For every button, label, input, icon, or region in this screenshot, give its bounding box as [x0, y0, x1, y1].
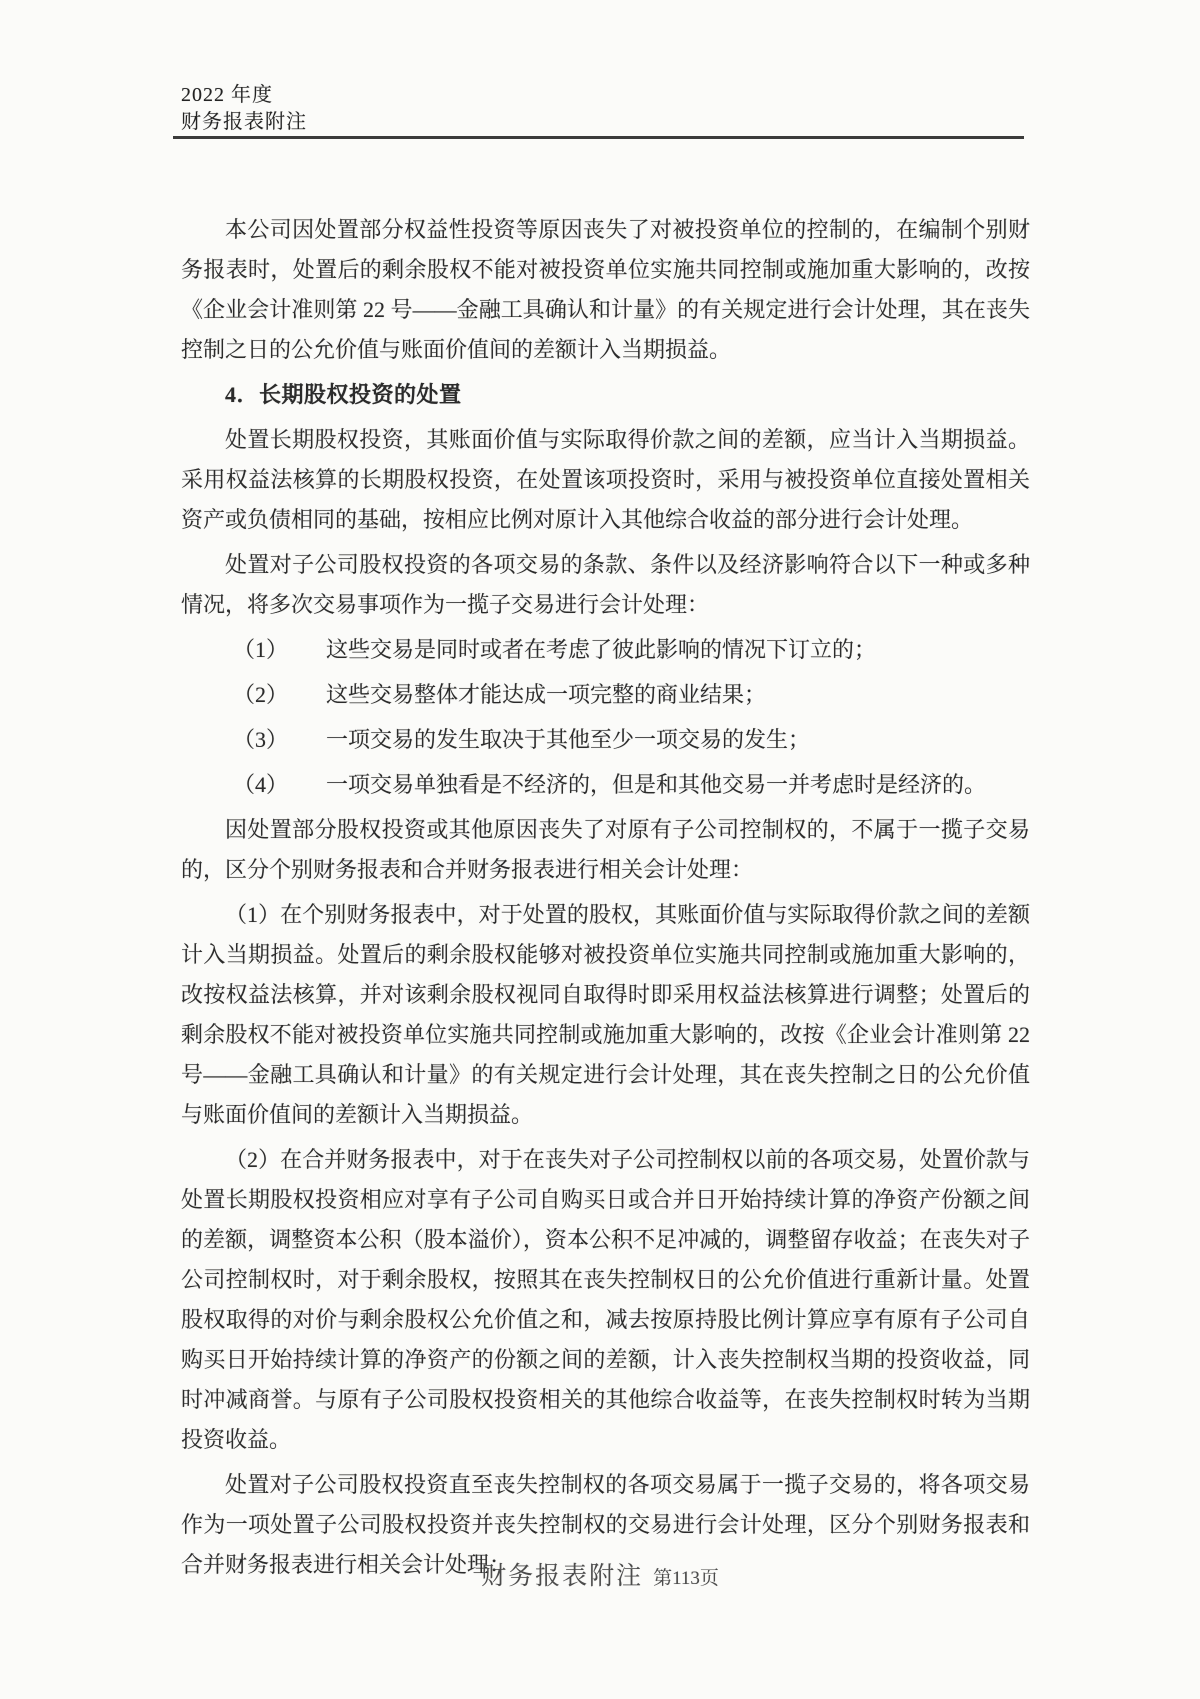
list-item: [181, 630, 1030, 670]
list-item: [181, 675, 1030, 715]
list-item: [181, 765, 1030, 805]
page-footer: [0, 1556, 1200, 1592]
section-heading: 4．长期股权投资的处置: [225, 382, 462, 407]
list-item-number: （1）: [233, 637, 289, 662]
list-item-text: 这些交易是同时或者在考虑了彼此影响的情况下订立的；: [326, 637, 877, 662]
list-item-number: （4）: [233, 772, 289, 797]
list-item-text: 这些交易整体才能达成一项完整的商业结果；: [326, 682, 767, 707]
body-paragraph: 本公司因处置部分权益性投资等原因丧失了对被投资单位的控制的，在编制个别财务报表时，处置后的剩余股权不能对被投资单位实施共同控制或施加重大影响的，改按《企业会计准则第 22 号——金融工具确认和计量》的有关规定进行会计处理，其在丧失控制之日的公允价值与账面价值间的差额计入当期损益。: [181, 217, 1030, 362]
list-item-text: 一项交易的发生取决于其他至少一项交易的发生；: [326, 727, 811, 752]
list-item-number: （3）: [233, 727, 289, 752]
body-paragraph: （1）在个别财务报表中，对于处置的股权，其账面价值与实际取得价款之间的差额计入当期损益。处置后的剩余股权能够对被投资单位实施共同控制或施加重大影响的，改按权益法核算，并对该剩余股权视同自取得时即采用权益法核算进行调整；处置后的剩余股权不能对被投资单位实施共同控制或施加重大影响的，改按《企业会计准则第 22 号——金融工具确认和计量》的有关规定进行会计处理，其在丧失控制之日的公允价值与账面价值间的差额计入当期损益。: [181, 902, 1030, 1127]
list-item-number: （2）: [233, 682, 289, 707]
body-paragraph: （2）在合并财务报表中，对于在丧失对子公司控制权以前的各项交易，处置价款与处置长期股权投资相应对享有子公司自购买日或合并日开始持续计算的净资产份额之间的差额，调整资本公积（股本溢价），资本公积不足冲减的，调整留存收益；在丧失对子公司控制权时，对于剩余股权，按照其在丧失控制权日的公允价值进行重新计量。处置股权取得的对价与剩余股权公允价值之和，减去按原持股比例计算应享有原有子公司自购买日开始持续计算的净资产的份额之间的差额，计入丧失控制权当期的投资收益，同时冲减商誉。与原有子公司股权投资相关的其他综合收益等，在丧失控制权时转为当期投资收益。: [181, 1147, 1030, 1452]
footer-title: 财务报表附注: [481, 1563, 644, 1590]
body-paragraph: 处置对子公司股权投资直至丧失控制权的各项交易属于一揽子交易的，将各项交易作为一项处置子公司股权投资并丧失控制权的交易进行会计处理，区分个别财务报表和合并财务报表进行相关会计处理：: [181, 1472, 1030, 1577]
body-paragraph: 处置长期股权投资，其账面价值与实际取得价款之间的差额，应当计入当期损益。采用权益法核算的长期股权投资，在处置该项投资时，采用与被投资单位直接处置相关资产或负债相同的基础，按相应比例对原计入其他综合收益的部分进行会计处理。: [181, 427, 1030, 532]
header-year-line: 2022 年度: [181, 84, 273, 106]
body-paragraph: 处置对子公司股权投资的各项交易的条款、条件以及经济影响符合以下一种或多种情况，将多次交易事项作为一揽子交易进行会计处理：: [181, 552, 1030, 617]
body-paragraph: 因处置部分股权投资或其他原因丧失了对原有子公司控制权的，不属于一揽子交易的，区分个别财务报表和合并财务报表进行相关会计处理：: [181, 817, 1030, 882]
page-header: [181, 82, 307, 136]
header-rule: [173, 136, 1024, 139]
list-item-text: 一项交易单独看是不经济的，但是和其他交易一并考虑时是经济的。: [326, 772, 987, 797]
header-title-line: 财务报表附注: [181, 111, 307, 133]
document-content: [181, 210, 1030, 1590]
list-item: [181, 720, 1030, 760]
footer-page-number: 第113页: [653, 1568, 719, 1589]
